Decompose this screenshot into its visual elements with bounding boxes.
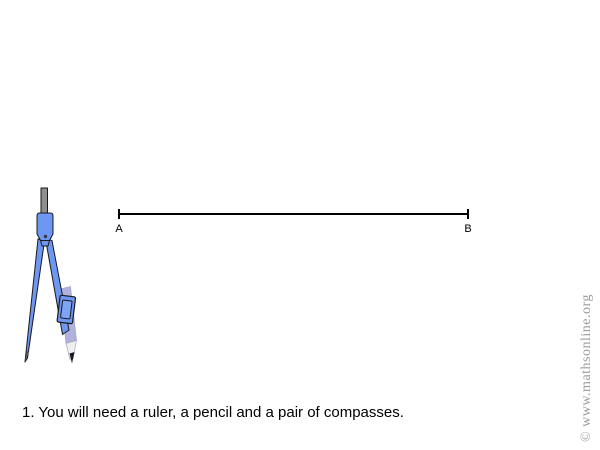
pencil-clamp [57, 295, 76, 324]
instruction-text: 1. You will need a ruler, a pencil and a pair of compasses. [22, 404, 404, 421]
endpoint-a-label: A [115, 223, 123, 235]
watermark-text: © www.mathsonline.org [579, 294, 594, 442]
compass-left-leg [25, 239, 45, 362]
endpoint-b-label: B [464, 223, 472, 235]
compass-body-joint [41, 241, 50, 247]
pencil-clamp-inner [61, 300, 73, 319]
segment-endpoint-b-tick [467, 209, 469, 219]
compass-stem [41, 188, 48, 214]
compass-pivot-screw [44, 235, 47, 238]
segment-ab-line [119, 213, 469, 215]
segment-endpoint-a-tick [118, 209, 120, 219]
compasses-illustration [12, 182, 90, 374]
